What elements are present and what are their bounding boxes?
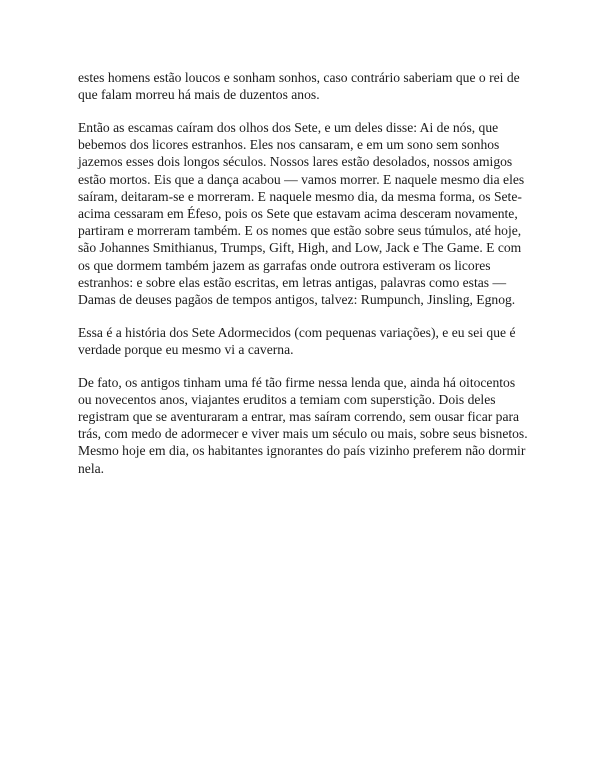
paragraph-2: Então as escamas caíram dos olhos dos Sete, e um deles disse: Ai de nós, que bebemos dos licores estranhos. Eles nos cansaram, e em um sono sem sonhos jazemos esses dois longos séculos. Nossos lares estão desolados, nossos amigos estão mortos. Eis que a dança acabou — vamos morrer. E naquele mesmo dia eles saíram, deitaram-se e morreram. E naquele mesmo dia, da mesma forma, os Sete-acima cessaram em Éfeso, pois os Sete que estavam acima desceram novamente, partiram e morreram também. E os nomes que estão sobre seus túmulos, até hoje, são Johannes Smithianus, Trumps, Gift, High, and Low, Jack e The Game. E com os que dormem também jazem as garrafas onde outrora estiveram os licores estranhos: e sobre elas estão escritas, em letras antigas, palavras como estas — Damas de deuses pagãos de tempos antigos, talvez: Rumpunch, Jinsling, Egnog.	[78, 119, 525, 307]
paragraph-4: De fato, os antigos tinham uma fé tão firme nessa lenda que, ainda há oitocentos ou novecentos anos, viajantes eruditos a temiam com superstição. Dois deles registram que se aventuraram a entrar, mas saíram correndo, sem ousar ficar para trás, com medo de adormecer e viver mais um século ou mais, sobre seus bisnetos. Mesmo hoje em dia, os habitantes ignorantes do país vizinho preferem não dormir nela.	[78, 374, 528, 476]
paragraph-1: estes homens estão loucos e sonham sonhos, caso contrário saberiam que o rei de que falam morreu há mais de duzentos anos.	[78, 70, 520, 103]
paragraph-3: Essa é a história dos Sete Adormecidos (com pequenas variações), e eu sei que é verdade porque eu mesmo vi a caverna.	[78, 324, 516, 357]
document-page	[78, 69, 530, 492]
